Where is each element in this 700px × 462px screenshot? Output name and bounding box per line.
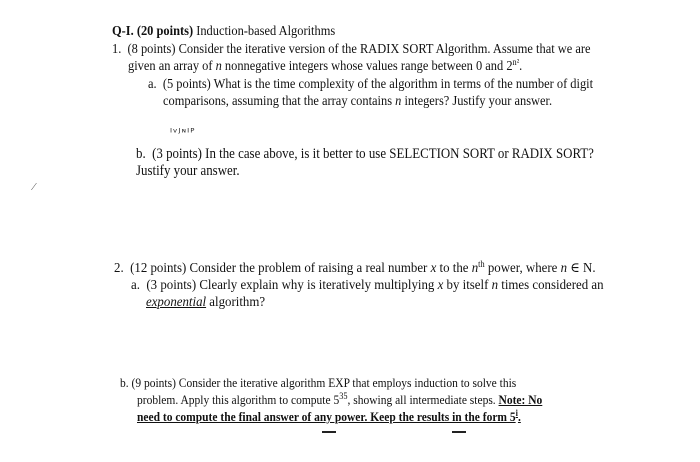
problem-1a-line-1: a. (5 points) What is the time complexity of the algorithm in terms of the number of digit: [148, 76, 594, 91]
underline-mark: [452, 431, 466, 433]
question-label: Q-I.: [112, 23, 134, 38]
question-title: [112, 23, 335, 39]
question-points: (20 points): [136, 23, 194, 38]
problem-1b-line-2: Justify your answer.: [136, 163, 240, 179]
underline-mark: [322, 431, 336, 433]
handwritten-scribble: ᴵᵛᴶᶰᴵᴾ: [170, 126, 196, 139]
problem-1-line-2: given an array of n nonnegative integers whose values range between 0 and $2^{n^2}$.: [128, 57, 523, 73]
margin-mark: ⁄: [33, 181, 35, 193]
problem-2b-line-1: b. (9 points) Consider the iterative algorithm EXP that employs induction to solve this: [120, 376, 517, 390]
problem-2a-line-2: exponential algorithm?: [146, 295, 266, 310]
problem-2a-line-1: a. (3 points) Clearly explain why is iteratively multiplying x by itself n times considered an: [131, 278, 604, 293]
problem-2b-line-2: problem. Apply this algorithm to compute $5^{35}$, showing all intermediate steps. Note: No: [137, 391, 543, 407]
problem-2b-line-3: need to compute the final answer of any power. Keep the results in the form 5$^i$.: [137, 408, 521, 424]
problem-1a-line-2: comparisons, assuming that the array contains n integers? Justify your answer.: [163, 93, 553, 108]
problem-1b-line-1: b. (3 points) In the case above, is it better to use SELECTION SORT or RADIX SORT?: [136, 146, 594, 162]
problem-2-line-1: 2. (12 points) Consider the problem of raising a real number x to the $n^{th}$ power, where n ∈ N.: [114, 259, 596, 276]
question-title-text: Induction-based Algorithms: [196, 23, 336, 38]
problem-1-line-1: 1. (8 points) Consider the iterative version of the RADIX SORT Algorithm. Assume that we are: [112, 41, 591, 56]
